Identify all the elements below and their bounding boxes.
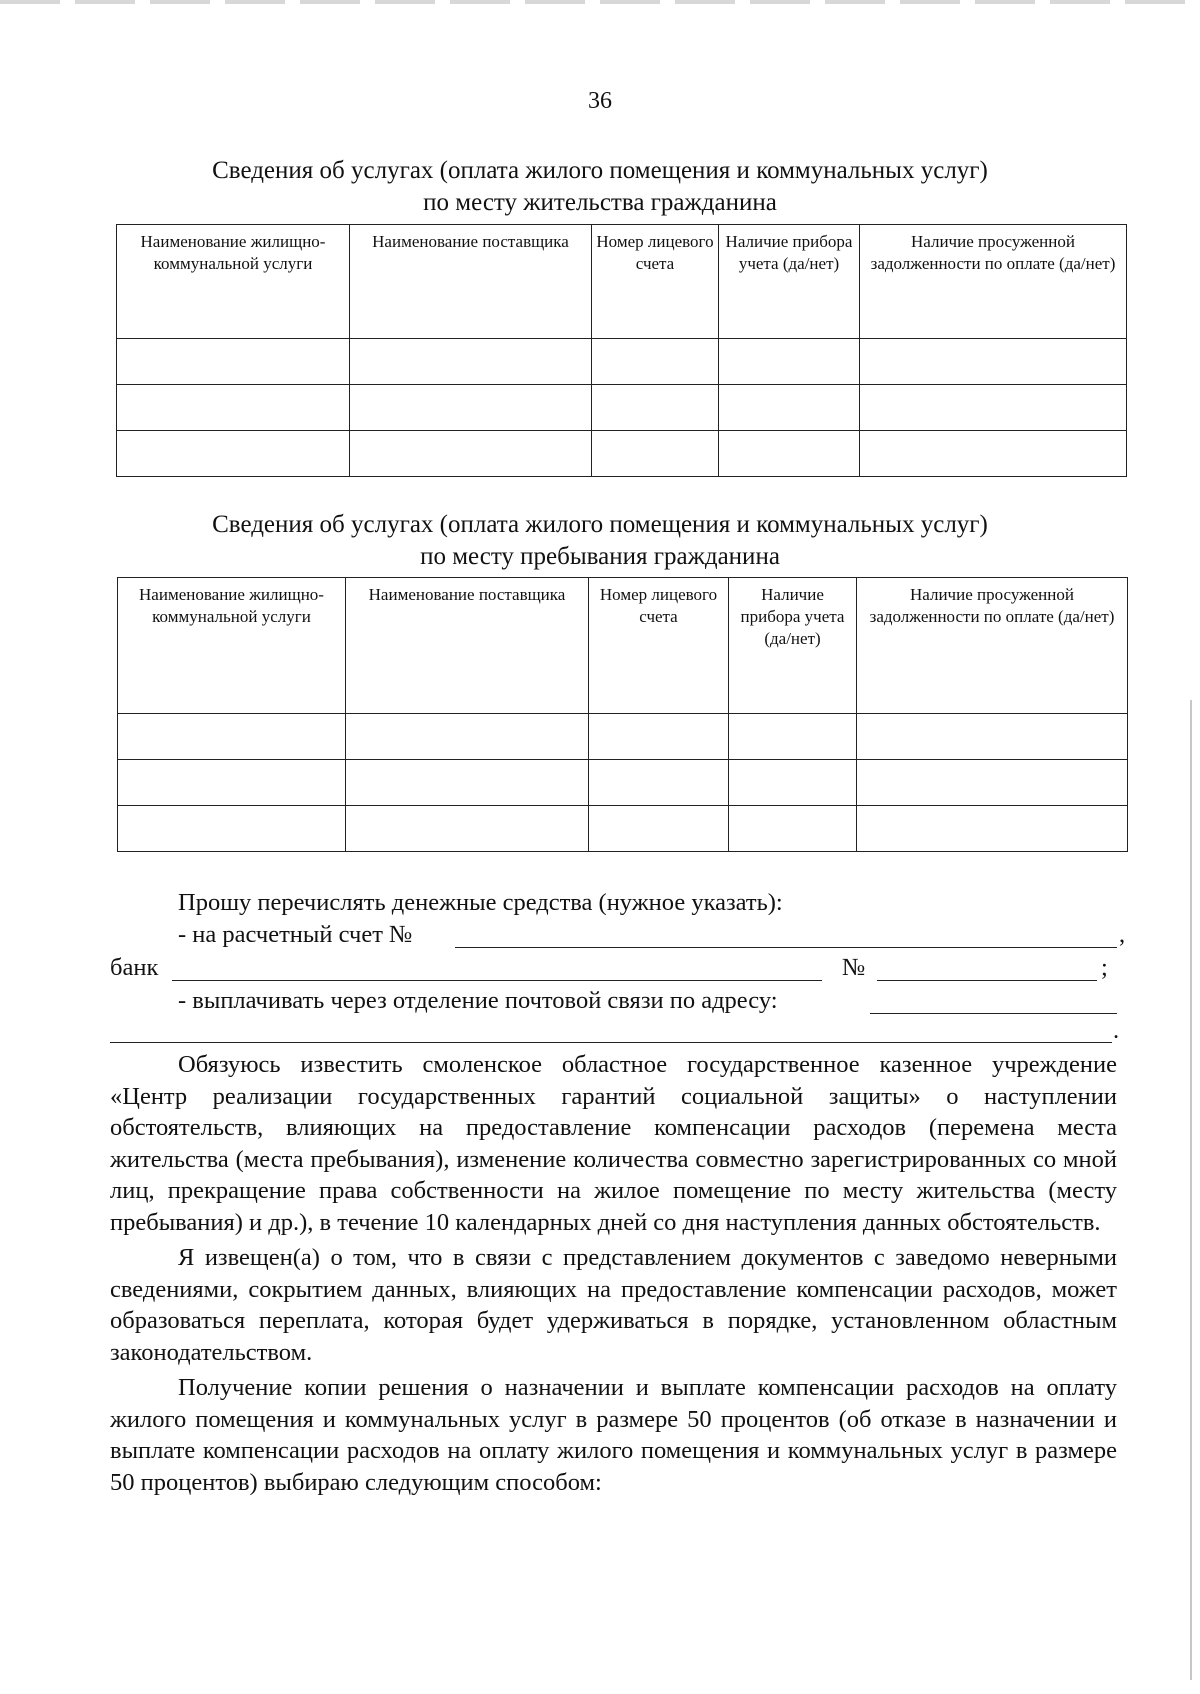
paragraph-obligation: Обязуюсь известить смоленское областное государственное казенное учреждение «Центр реализации государственных гарантий социальной защиты» о наступлении обстоятельств, влияющих на предоставление компенсации расходов (перемена места жительства (места пребывания), изменение количества совместно зарегистрированных со мной лиц, прекращение права собственности на жилое помещение по месту жительства (месту пребывания) и др.), в течение 10 календарных дней со дня наступления данных обстоятельств.: [110, 1051, 1117, 1236]
section2-title-line1: Сведения об услугах (оплата жилого помещения и коммунальных услуг): [212, 511, 988, 538]
page-number: 36: [588, 88, 612, 114]
header-meter-presence: Наличие прибора учета (да/нет): [719, 225, 860, 339]
table-header-row: [118, 578, 1128, 714]
obligation-paragraph: [110, 1049, 1117, 1498]
section1-title: [120, 155, 1080, 219]
section2-title: [120, 509, 1080, 573]
table-cell[interactable]: [719, 385, 860, 431]
account-number-field[interactable]: [455, 947, 1117, 948]
bank-number-label: №: [842, 954, 866, 981]
post-address-field[interactable]: [870, 1013, 1117, 1014]
header-overdue-debt: Наличие просуженной задолженности по оплате (да/нет): [860, 225, 1127, 339]
table-cell[interactable]: [117, 339, 350, 385]
stay-services-table: [117, 577, 1128, 852]
table-row: [118, 760, 1128, 806]
table-cell[interactable]: [117, 385, 350, 431]
table-row: [117, 431, 1127, 477]
table-cell[interactable]: [346, 714, 589, 760]
table-cell[interactable]: [860, 385, 1127, 431]
section1-title-line2: по месту жительства гражданина: [423, 189, 777, 216]
table-cell[interactable]: [117, 431, 350, 477]
paragraph-notification: Я извещен(а) о том, что в связи с представлением документов с заведомо неверными сведениями, сокрытием данных, влияющих на предоставление компенсации расходов, может образоваться переплата, которая будет удерживаться в порядке, установленном областным законодательством.: [110, 1244, 1117, 1366]
header-account-number: Номер лицевого счета: [592, 225, 719, 339]
bank-name-field[interactable]: [172, 980, 822, 981]
table-cell[interactable]: [350, 339, 592, 385]
table-row: [117, 339, 1127, 385]
bank-number-end: ;: [1101, 954, 1108, 981]
header-account-number: Номер лицевого счета: [589, 578, 729, 714]
payment-request-text: Прошу перечислять денежные средства (нужное указать):: [178, 889, 783, 916]
table-cell[interactable]: [719, 431, 860, 477]
scan-edge-top: [0, 0, 1200, 4]
table-cell[interactable]: [118, 806, 346, 852]
table-cell[interactable]: [729, 760, 857, 806]
paragraph-decision-copy: Получение копии решения о назначении и выплате компенсации расходов на оплату жилого помещения и коммунальных услуг в размере 50 процентов (об отказе в назначении и выплате компенсации расходов на оплату жилого помещения и коммунальных услуг в размере 50 процентов) выбираю следующим способом:: [110, 1374, 1117, 1496]
header-supplier-name: Наименование поставщика: [350, 225, 592, 339]
table-cell[interactable]: [350, 431, 592, 477]
account-end-comma: ,: [1119, 921, 1126, 948]
table-cell[interactable]: [589, 714, 729, 760]
table-cell[interactable]: [346, 806, 589, 852]
table-row: [117, 385, 1127, 431]
table-cell[interactable]: [346, 760, 589, 806]
header-meter-presence: Наличие прибора учета (да/нет): [729, 578, 857, 714]
table-row: [118, 806, 1128, 852]
table-header-row: [117, 225, 1127, 339]
table-cell[interactable]: [860, 339, 1127, 385]
section2-title-line2: по месту пребывания гражданина: [420, 543, 780, 570]
post-address-end: .: [1113, 1017, 1120, 1044]
header-service-name: Наименование жилищно-коммунальной услуги: [118, 578, 346, 714]
table-cell[interactable]: [719, 339, 860, 385]
post-office-label: - выплачивать через отделение почтовой связи по адресу:: [178, 987, 778, 1014]
table-cell[interactable]: [857, 806, 1128, 852]
section1-title-line1: Сведения об услугах (оплата жилого помещения и коммунальных услуг): [212, 157, 988, 184]
bank-number-field[interactable]: [877, 980, 1097, 981]
table-cell[interactable]: [118, 714, 346, 760]
account-label: - на расчетный счет №: [178, 921, 413, 948]
table-cell[interactable]: [592, 385, 719, 431]
table-cell[interactable]: [118, 760, 346, 806]
bank-label: банк: [110, 954, 159, 981]
post-address-field-line2[interactable]: [110, 1042, 1112, 1043]
table-cell[interactable]: [729, 714, 857, 760]
table-cell[interactable]: [350, 385, 592, 431]
header-supplier-name: Наименование поставщика: [346, 578, 589, 714]
scan-edge-right: [1190, 700, 1192, 1680]
residence-services-table: [116, 224, 1127, 477]
table-cell[interactable]: [589, 760, 729, 806]
header-overdue-debt: Наличие просуженной задолженности по оплате (да/нет): [857, 578, 1128, 714]
table-cell[interactable]: [729, 806, 857, 852]
table-cell[interactable]: [857, 714, 1128, 760]
table-row: [118, 714, 1128, 760]
table-cell[interactable]: [860, 431, 1127, 477]
table-cell[interactable]: [857, 760, 1128, 806]
table-cell[interactable]: [589, 806, 729, 852]
header-service-name: Наименование жилищно-коммунальной услуги: [117, 225, 350, 339]
table-cell[interactable]: [592, 431, 719, 477]
table-cell[interactable]: [592, 339, 719, 385]
